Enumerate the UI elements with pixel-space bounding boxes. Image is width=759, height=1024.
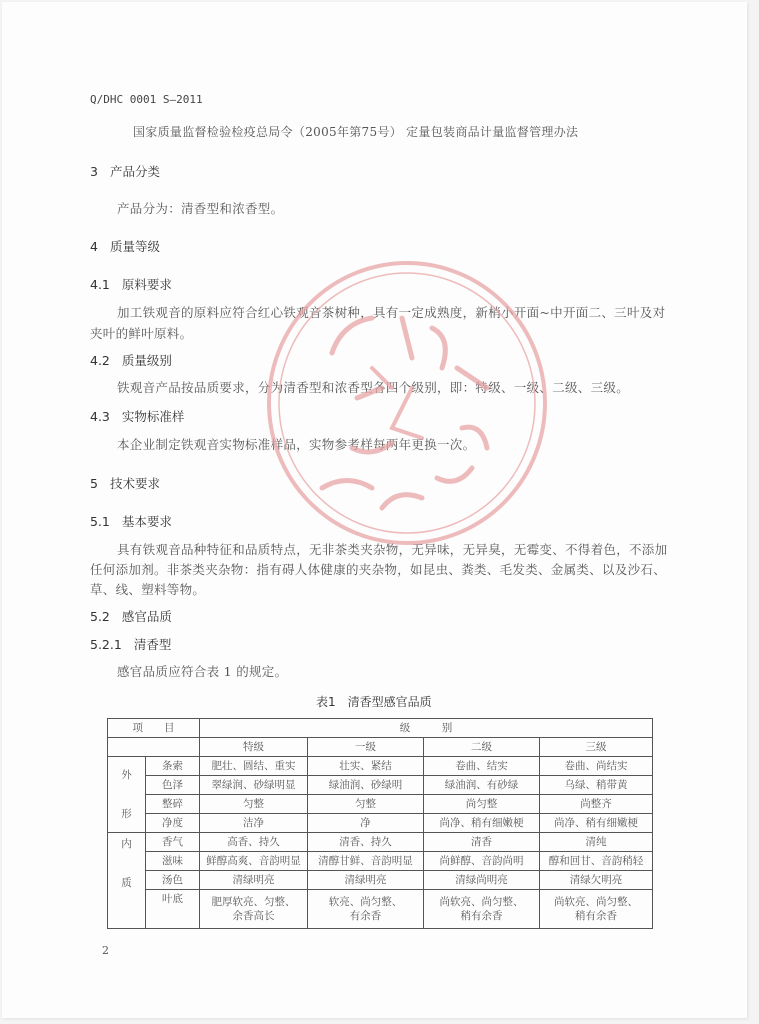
table-header-row	[108, 719, 653, 738]
heading-title: 质量级别	[121, 353, 172, 368]
table-cell: 高香、持久	[200, 833, 308, 852]
heading-num: 5.1	[90, 514, 110, 529]
paragraph-5-1-line2: 任何添加剂。非茶类夹杂物：指有碍人体健康的夹杂物，如昆虫、粪类、毛发类、金属类、以及沙石、	[90, 562, 667, 577]
table-cell: 净	[308, 814, 424, 833]
table-cell: 醇和回甘、音韵稍轻	[540, 852, 653, 871]
header-grade: 级 别	[200, 719, 653, 738]
heading-title: 感官品质	[121, 609, 172, 624]
heading-num: 4.2	[90, 353, 110, 368]
paragraph-5-1-line1: 具有铁观音品种特征和品质特点，无非茶类夹杂物，无异味，无异臭，无霉变、不得着色，不添加	[117, 542, 668, 557]
row-name: 条索	[146, 757, 200, 776]
row-name: 色泽	[146, 776, 200, 795]
table-cell: 匀整	[308, 795, 424, 814]
paragraph-4-3: 本企业制定铁观音实物标准样品，实物参考样每两年更换一次。	[117, 437, 476, 452]
header-blank	[108, 738, 200, 757]
table-cell: 尚整齐	[540, 795, 653, 814]
table-cell: 清绿欠明亮	[540, 871, 653, 890]
heading-4-3	[90, 407, 184, 425]
group-appearance-char1: 外	[121, 768, 132, 781]
table-cell: 清醇甘鲜、音韵明显	[308, 852, 424, 871]
table-cell: 清香	[424, 833, 540, 852]
cell-line: 肥厚软亮、匀整、	[211, 896, 296, 908]
heading-5-2-1	[90, 635, 171, 653]
table-cell: 尚净、稍有细嫩梗	[540, 814, 653, 833]
cell-line: 稍有余香	[575, 910, 617, 922]
paragraph-4-2: 铁观音产品按品质要求，分为清香型和浓香型各四个级别，即：特级、一级、二级、三级。	[117, 380, 630, 395]
doc-code-header: Q/DHC 0001 S—2011	[90, 93, 203, 106]
table-cell: 鲜醇高爽、音韵明显	[200, 852, 308, 871]
paragraph-4-1-line2: 夹叶的鲜叶原料。	[90, 326, 193, 341]
cell-line: 有余香	[349, 910, 382, 922]
header-item: 项 目	[108, 719, 200, 738]
row-name: 汤色	[146, 871, 200, 890]
table-cell: 绿油润、有砂绿	[424, 776, 540, 795]
table-cell	[540, 890, 653, 929]
paragraph-4-1-line1: 加工铁观音的原料应符合红心铁观音茶树种，具有一定成熟度，新梢小开面~中开面二、三叶及对	[117, 305, 666, 320]
table-row	[108, 833, 653, 852]
table-cell: 卷曲、尚结实	[540, 757, 653, 776]
group-appearance	[108, 757, 146, 833]
heading-title: 产品分类	[109, 164, 160, 179]
cell-line: 稍有余香	[460, 910, 503, 922]
table-cell: 绿油润、砂绿明	[308, 776, 424, 795]
cell-line: 尚软亮、尚匀整、	[439, 896, 524, 908]
heading-num: 5.2.1	[90, 637, 122, 652]
grade-second: 二级	[424, 738, 540, 757]
cell-line: 余香高长	[232, 910, 275, 922]
sensory-quality-table	[107, 718, 653, 929]
table-row	[108, 795, 653, 814]
page-number: 2	[102, 944, 109, 957]
grade-third: 三级	[540, 738, 653, 757]
row-name: 叶底	[146, 890, 200, 929]
table-cell: 清绿尚明亮	[424, 871, 540, 890]
heading-title: 原料要求	[121, 277, 172, 292]
table-row	[108, 757, 653, 776]
cell-line: 软亮、尚匀整、	[328, 896, 403, 908]
heading-num: 4	[90, 239, 98, 254]
heading-5-1	[90, 512, 172, 530]
table-cell: 壮实、紧结	[308, 757, 424, 776]
table-cell: 洁净	[200, 814, 308, 833]
heading-title: 质量等级	[109, 239, 160, 254]
table-cell: 肥壮、圆结、重实	[200, 757, 308, 776]
heading-num: 5	[90, 476, 98, 491]
table-cell: 卷曲、结实	[424, 757, 540, 776]
row-name: 滋味	[146, 852, 200, 871]
table-cell	[424, 890, 540, 929]
table-cell: 尚匀整	[424, 795, 540, 814]
paragraph-3: 产品分为：清香型和浓香型。	[117, 201, 284, 216]
table-cell: 清香、持久	[308, 833, 424, 852]
table-row	[108, 871, 653, 890]
group-intrinsic	[108, 833, 146, 929]
heading-title: 清香型	[133, 637, 172, 652]
heading-5	[90, 474, 160, 492]
table-grade-row	[108, 738, 653, 757]
table-caption: 表1 清香型感官品质	[316, 695, 432, 709]
table-cell: 翠绿润、砂绿明显	[200, 776, 308, 795]
grade-premium: 特级	[200, 738, 308, 757]
row-name: 香气	[146, 833, 200, 852]
table-cell	[308, 890, 424, 929]
reference-line: 国家质量监督检验检疫总局令（2005年第75号） 定量包装商品计量监督管理办法	[133, 125, 579, 139]
table-cell: 清绿明亮	[200, 871, 308, 890]
grade-first: 一级	[308, 738, 424, 757]
group-intrinsic-char1: 内	[121, 838, 132, 850]
table-cell: 清绿明亮	[308, 871, 424, 890]
table-cell: 乌绿、稍带黄	[540, 776, 653, 795]
heading-4-1	[90, 275, 172, 293]
heading-title: 技术要求	[109, 476, 160, 491]
heading-4	[90, 237, 160, 255]
paragraph-5-2-1: 感官品质应符合表 1 的规定。	[117, 664, 288, 679]
heading-num: 4.1	[90, 277, 110, 292]
table-row	[108, 890, 653, 929]
heading-num: 3	[90, 164, 98, 179]
table-cell	[200, 890, 308, 929]
row-name: 整碎	[146, 795, 200, 814]
heading-4-2	[90, 351, 172, 369]
heading-3	[90, 162, 160, 180]
cell-line: 尚软亮、尚匀整、	[554, 896, 638, 908]
table-row	[108, 852, 653, 871]
table-cell: 匀整	[200, 795, 308, 814]
table-row	[108, 814, 653, 833]
heading-title: 实物标准样	[121, 409, 185, 424]
table-row	[108, 776, 653, 795]
table-cell: 清纯	[540, 833, 653, 852]
table-cell: 尚净、稍有细嫩梗	[424, 814, 540, 833]
heading-num: 4.3	[90, 409, 110, 424]
heading-5-2	[90, 607, 172, 625]
group-appearance-char2: 形	[121, 807, 132, 820]
heading-num: 5.2	[90, 609, 110, 624]
paragraph-5-1-line3: 草、线、塑料等物。	[90, 582, 206, 597]
row-name: 净度	[146, 814, 200, 833]
table-cell: 尚鲜醇、音韵尚明	[424, 852, 540, 871]
group-intrinsic-char2: 质	[121, 877, 132, 889]
heading-title: 基本要求	[121, 514, 172, 529]
